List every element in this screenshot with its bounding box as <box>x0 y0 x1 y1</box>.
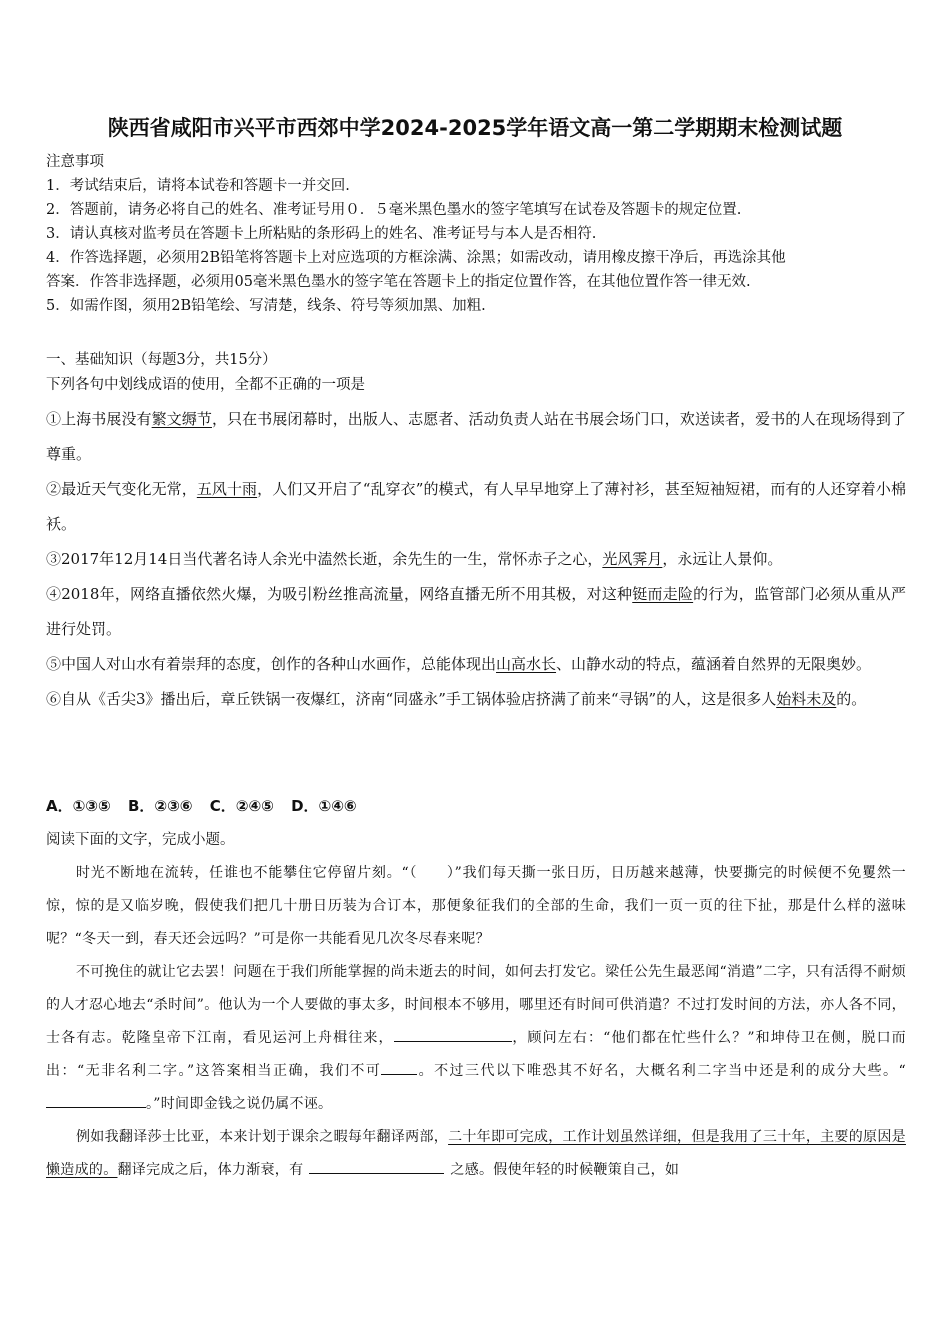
question-item: ⑤中国人对山水有着崇拜的态度，创作的各种山水画作，总能体现出山高水长、山静水动的特点，蕴涵着自然界的无限奥妙。 <box>46 655 872 673</box>
section-heading: 一、基础知识（每题3分，共15分） <box>46 352 277 368</box>
notice-item: 3．请认真核对监考员在答题卡上所粘贴的条形码上的姓名、准考证号与本人是否相符. <box>46 226 597 242</box>
reading-passage <box>46 857 906 1187</box>
notice-block <box>46 150 916 318</box>
question-item: ②最近天气变化无常，五风十雨，人们又开启了“乱穿衣”的模式，有人早早地穿上了薄衬衫，甚至短袖短裙，而有的人还穿着小棉袄。 <box>46 480 906 533</box>
notice-item: 5．如需作图，须用2B铅笔绘、写清楚，线条、符号等须加黑、加粗. <box>46 298 486 314</box>
underlined-idiom: 始料未及 <box>776 690 837 708</box>
notice-item: 4．作答选择题，必须用2B铅笔将答题卡上对应选项的方框涂满、涂黑；如需改动，请用橡皮擦干净后，再选涂其他 <box>46 250 786 266</box>
question-items <box>46 402 906 717</box>
underlined-idiom: 山高水长 <box>496 655 557 673</box>
answer-options <box>46 792 369 820</box>
passage-paragraph: 例如我翻译莎士比亚，本来计划于课余之暇每年翻译两部，二十年即可完成，工作计划虽然详细，但是我用了三十年，主要的原因是懒造成的。翻译完成之后，体力渐衰，有 之感。假使年轻的时候鞭策自己，如 <box>46 1129 906 1178</box>
question-item: ③2017年12月14日当代著名诗人余光中溘然长逝，余先生的一生，常怀赤子之心，光风霁月，永远让人景仰。 <box>46 550 783 568</box>
question-item: ④2018年，网络直播依然火爆，为吸引粉丝推高流量，网络直播无所不用其极，对这种铤而走险的行为，监管部门必须从重从严进行处罚。 <box>46 585 906 638</box>
notice-heading: 注意事项 <box>46 154 104 170</box>
reading-intro: 阅读下面的文字，完成小题。 <box>46 832 235 848</box>
notice-item: 2．答题前，请务必将自己的姓名、准考证号用０．５毫米黑色墨水的签字笔填写在试卷及答题卡的规定位置. <box>46 202 742 218</box>
page-title: 陕西省咸阳市兴平市西郊中学2024-2025学年语文高一第二学期期末检测试题 <box>107 116 843 140</box>
underlined-idiom: 五风十雨 <box>196 480 258 498</box>
passage-paragraph: 不可挽住的就让它去罢！问题在于我们所能掌握的尚未逝去的时间，如何去打发它。梁任公先生最恶闻“消遣”二字，只有活得不耐烦的人才忍心地去“杀时间”。他认为一个人要做的事太多，时间根本不够用，哪里还有时间可供消遣？不过打发时间的方法，亦人各不同，士各有志。乾隆皇帝下江南，看见运河上舟楫往来， ，顾问左右：“他们都在忙些什么？”和坤侍卫在侧，脱口而出：“无非名利二字。”这答案相当正确，我们不可 。不过三代以下唯恐其不好名，大概名利二字当中还是利的成分大些。“。”时间即金钱之说仍属不诬。 <box>46 964 907 1112</box>
notice-item: 1．考试结束后，请将本试卷和答题卡一并交回. <box>46 178 350 194</box>
underlined-idiom: 光风霁月 <box>602 550 663 568</box>
option-d[interactable]: D．①④⑥ <box>291 797 357 815</box>
question-item: ⑥自从《舌尖3》播出后，章丘铁锅一夜爆红，济南“同盛永”手工锅体验店挤满了前来“寻锅”的人，这是很多人始料未及的。 <box>46 690 867 708</box>
option-b[interactable]: B．②③⑥ <box>127 797 193 815</box>
notice-item: 答案．作答非选择题，必须用05毫米黑色墨水的签字笔在答题卡上的指定位置作答，在其他位置作答一律无效. <box>46 274 751 290</box>
fill-blank[interactable] <box>309 1159 444 1174</box>
passage-paragraph: 时光不断地在流转，任谁也不能攀住它停留片刻。“（ ）”我们每天撕一张日历，日历越来越薄，快要撕完的时候便不免矍然一惊，惊的是又临岁晚，假使我们把几十册日历装为合订本，那便象征我们的全部的生命，我们一页一页的往下扯，那是什么样的滋味呢？“冬天一到，春天还会远吗？”可是你一共能看见几次冬尽春来呢？ <box>46 865 906 947</box>
underlined-idiom: 繁文缛节 <box>151 410 212 428</box>
fill-blank[interactable] <box>46 1093 146 1108</box>
fill-blank[interactable] <box>381 1060 417 1075</box>
underlined-idiom: 铤而走险 <box>632 585 694 603</box>
question-item: ①上海书展没有繁文缛节，只在书展闭幕时，出版人、志愿者、活动负责人站在书展会场门口，欢送读者，爱书的人在现场得到了尊重。 <box>46 410 906 463</box>
fill-blank[interactable] <box>394 1027 512 1042</box>
option-c[interactable]: C．②④⑤ <box>209 797 274 815</box>
option-a[interactable]: A．①③⑤ <box>46 797 111 815</box>
underlined-sentence: 二十年即可完成，工作计划虽然详细，但是我用了三十年，主要的原因是懒造成的。 <box>46 1129 906 1178</box>
question-stem: 下列各句中划线成语的使用，全都不正确的一项是 <box>46 377 365 393</box>
